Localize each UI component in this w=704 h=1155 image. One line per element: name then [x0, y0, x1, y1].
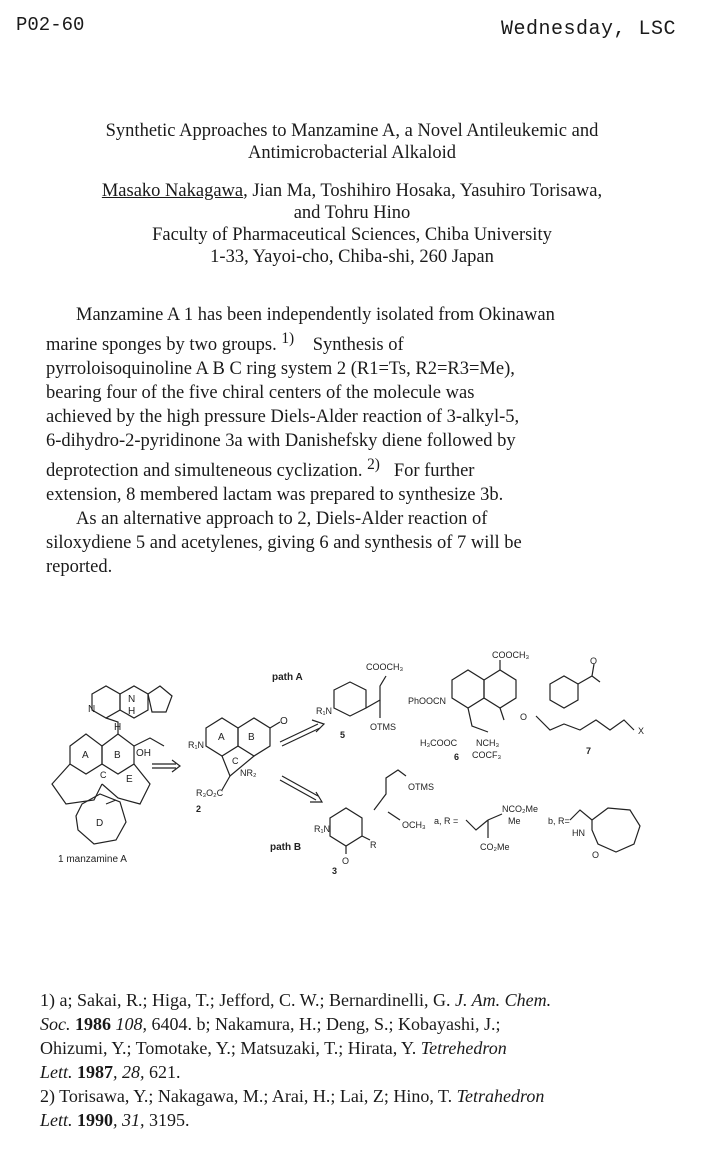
ring-label-d: D	[96, 818, 104, 829]
ring-label-e: E	[126, 774, 133, 785]
nco2me-label: NCO₂Me	[502, 804, 538, 814]
abstract-line: 6-dihydro-2-pyridinone 3a with Danishefsky diene followed by	[46, 431, 516, 452]
reference-text: 2) Torisawa, Y.; Nakagawa, M.; Arai, H.; Lai, Z; Hino, T.	[40, 1086, 453, 1106]
reference-line	[40, 1060, 680, 1084]
cooch3-label: COOCH₃	[366, 662, 404, 672]
references	[40, 988, 680, 1132]
substituent-a-label: a, R =	[434, 816, 459, 826]
arrow-1-to-2	[152, 760, 180, 772]
hydroxyl-label: OH	[136, 748, 151, 759]
abstract-body	[46, 303, 664, 579]
coauthors: , Jian Ma, Toshihiro Hosaka, Yasuhiro Torisawa,	[243, 181, 603, 201]
reference-volume: 108,	[115, 1014, 147, 1034]
reference-year: 1990	[77, 1110, 114, 1130]
path-a-label: path A	[272, 672, 303, 683]
r-label: R	[370, 840, 377, 850]
citation-ref: 1)	[281, 330, 295, 347]
abstract-line: siloxydiene 5 and acetylenes, giving 6 and synthesis of 7 will be	[46, 533, 522, 554]
compound-3-number: 3	[332, 866, 338, 876]
paper-title	[0, 120, 704, 164]
path-b-arrow	[280, 776, 322, 802]
address: 1-33, Yayoi-cho, Chiba-shi, 260 Japan	[210, 247, 494, 267]
abstract-line	[46, 453, 664, 483]
reference-text: Ohizumi, Y.; Tomotake, Y.; Matsuzaki, T.; Hirata, Y.	[40, 1038, 417, 1058]
r1n-label: R₁N	[314, 824, 331, 834]
atom-label-o: O	[280, 716, 288, 727]
compound-5-number: 5	[340, 730, 346, 740]
atom-label-n: N	[128, 694, 136, 705]
journal-name: Lett.	[40, 1110, 73, 1130]
abstract-line: bearing four of the five chiral centers of the molecule was	[46, 383, 475, 404]
reference-volume: , 28,	[113, 1062, 145, 1082]
reaction-scheme	[40, 634, 680, 884]
nr2-label: NR₂	[240, 768, 257, 778]
h3cooc-label: H₃COOC	[420, 738, 458, 748]
compound-5-structure	[334, 676, 386, 718]
atom-label-h: H	[128, 706, 136, 717]
substituent-a-structure	[466, 814, 502, 838]
abstract-line: reported.	[46, 557, 113, 578]
atom-label-o: O	[590, 656, 598, 666]
cooch3-label: COOCH₃	[492, 650, 530, 660]
co2me-label: CO₂Me	[480, 842, 510, 852]
ring-label-b: B	[114, 750, 121, 761]
title-line-1: Synthetic Approaches to Manzamine A, a Novel Antileukemic and	[105, 121, 599, 141]
compound-2-number: 2	[196, 804, 202, 814]
abstract-line: extension, 8 membered lactam was prepared to synthesize 3b.	[46, 485, 504, 506]
reference-page: 3195.	[149, 1110, 190, 1130]
session-label: Wednesday, LSC	[500, 18, 676, 41]
compound-6-structure	[452, 660, 516, 732]
r3o2c-label: R₃O₂C	[196, 788, 224, 798]
abstract-text: deprotection and simulteneous cyclization.	[46, 461, 363, 482]
ring-label-c: C	[232, 756, 239, 766]
nch3-label: NCH₃	[476, 738, 500, 748]
manzamine-structure	[52, 686, 172, 844]
author-block	[0, 180, 704, 268]
journal-name: Lett.	[40, 1062, 73, 1082]
journal-name: J. Am. Chem.	[454, 990, 552, 1010]
abstract-line: achieved by the high pressure Diels-Alder reaction of 3-alkyl-5,	[46, 407, 520, 428]
me-label: Me	[508, 816, 521, 826]
atom-label-o: O	[592, 850, 600, 860]
diene-structure	[374, 770, 406, 820]
path-b-label: path B	[270, 842, 302, 853]
otms-label: OTMS	[408, 782, 434, 792]
compound-1-label: 1 manzamine A	[58, 854, 127, 865]
reference-page: 621.	[149, 1062, 181, 1082]
x-label: X	[638, 726, 645, 736]
journal-name: Soc.	[40, 1014, 71, 1034]
reference-line	[40, 988, 680, 1012]
presenting-author: Masako Nakagawa	[101, 181, 244, 201]
citation-ref: 2)	[367, 456, 380, 474]
abstract-text: Synthesis of	[312, 335, 404, 356]
r1n-label: R₁N	[188, 740, 205, 750]
authors-line-1	[0, 180, 704, 202]
phoocn-label: PhOOCN	[408, 696, 447, 706]
otms-label: OTMS	[370, 722, 396, 732]
abstract-line: As an alternative approach to 2, Diels-Alder reaction of	[76, 509, 488, 530]
ring-label-b: B	[248, 732, 255, 743]
cocf3-label: COCF₃	[472, 750, 502, 760]
abstract-line	[46, 327, 664, 357]
reference-text: 6404. b; Nakamura, H.; Deng, S.; Kobayashi, J.;	[151, 1014, 501, 1034]
abstract-code: P02-60	[16, 14, 85, 36]
atom-label-o: O	[520, 712, 528, 722]
abstract-text: For further	[393, 461, 475, 482]
ring-label-c: C	[100, 770, 107, 780]
reference-year: 1986	[75, 1014, 111, 1034]
compound-3-structure	[330, 808, 370, 854]
authors-line-2: and Tohru Hino	[293, 203, 411, 223]
atom-label-n: N	[88, 704, 96, 715]
substituent-b-label: b, R=	[548, 816, 570, 826]
journal-name: Tetrehedron	[420, 1038, 507, 1058]
hn-label: HN	[572, 828, 585, 838]
reference-line	[40, 1036, 680, 1060]
reference-volume: , 31,	[113, 1110, 145, 1130]
compound-7-structure	[536, 664, 634, 730]
reference-line	[40, 1084, 680, 1108]
abstract-line: Manzamine A 1 has been independently isolated from Okinawan	[76, 305, 555, 325]
abstract-text: marine sponges by two groups.	[46, 335, 277, 356]
abstract-line: pyrroloisoquinoline A B C ring system 2 (R1=Ts, R2=R3=Me),	[46, 359, 515, 380]
journal-name: Tetrahedron	[456, 1086, 545, 1106]
reference-year: 1987	[77, 1062, 114, 1082]
atom-label-h: H	[114, 722, 122, 733]
ring-label-a: A	[82, 750, 89, 761]
affiliation: Faculty of Pharmaceutical Sciences, Chiba University	[152, 225, 552, 245]
compound-2-structure	[206, 718, 280, 790]
ring-label-a: A	[218, 732, 225, 743]
reference-text: 1) a; Sakai, R.; Higa, T.; Jefford, C. W.; Bernardinelli, G.	[40, 990, 451, 1010]
compound-7-number: 7	[586, 746, 592, 756]
title-line-2: Antimicrobacterial Alkaloid	[247, 143, 457, 163]
reference-line	[40, 1012, 680, 1036]
compound-6-number: 6	[454, 752, 460, 762]
atom-label-o: O	[342, 856, 350, 866]
reference-line	[40, 1108, 680, 1132]
r1n-label: R₁N	[316, 706, 333, 716]
och3-label: OCH₃	[402, 820, 426, 830]
